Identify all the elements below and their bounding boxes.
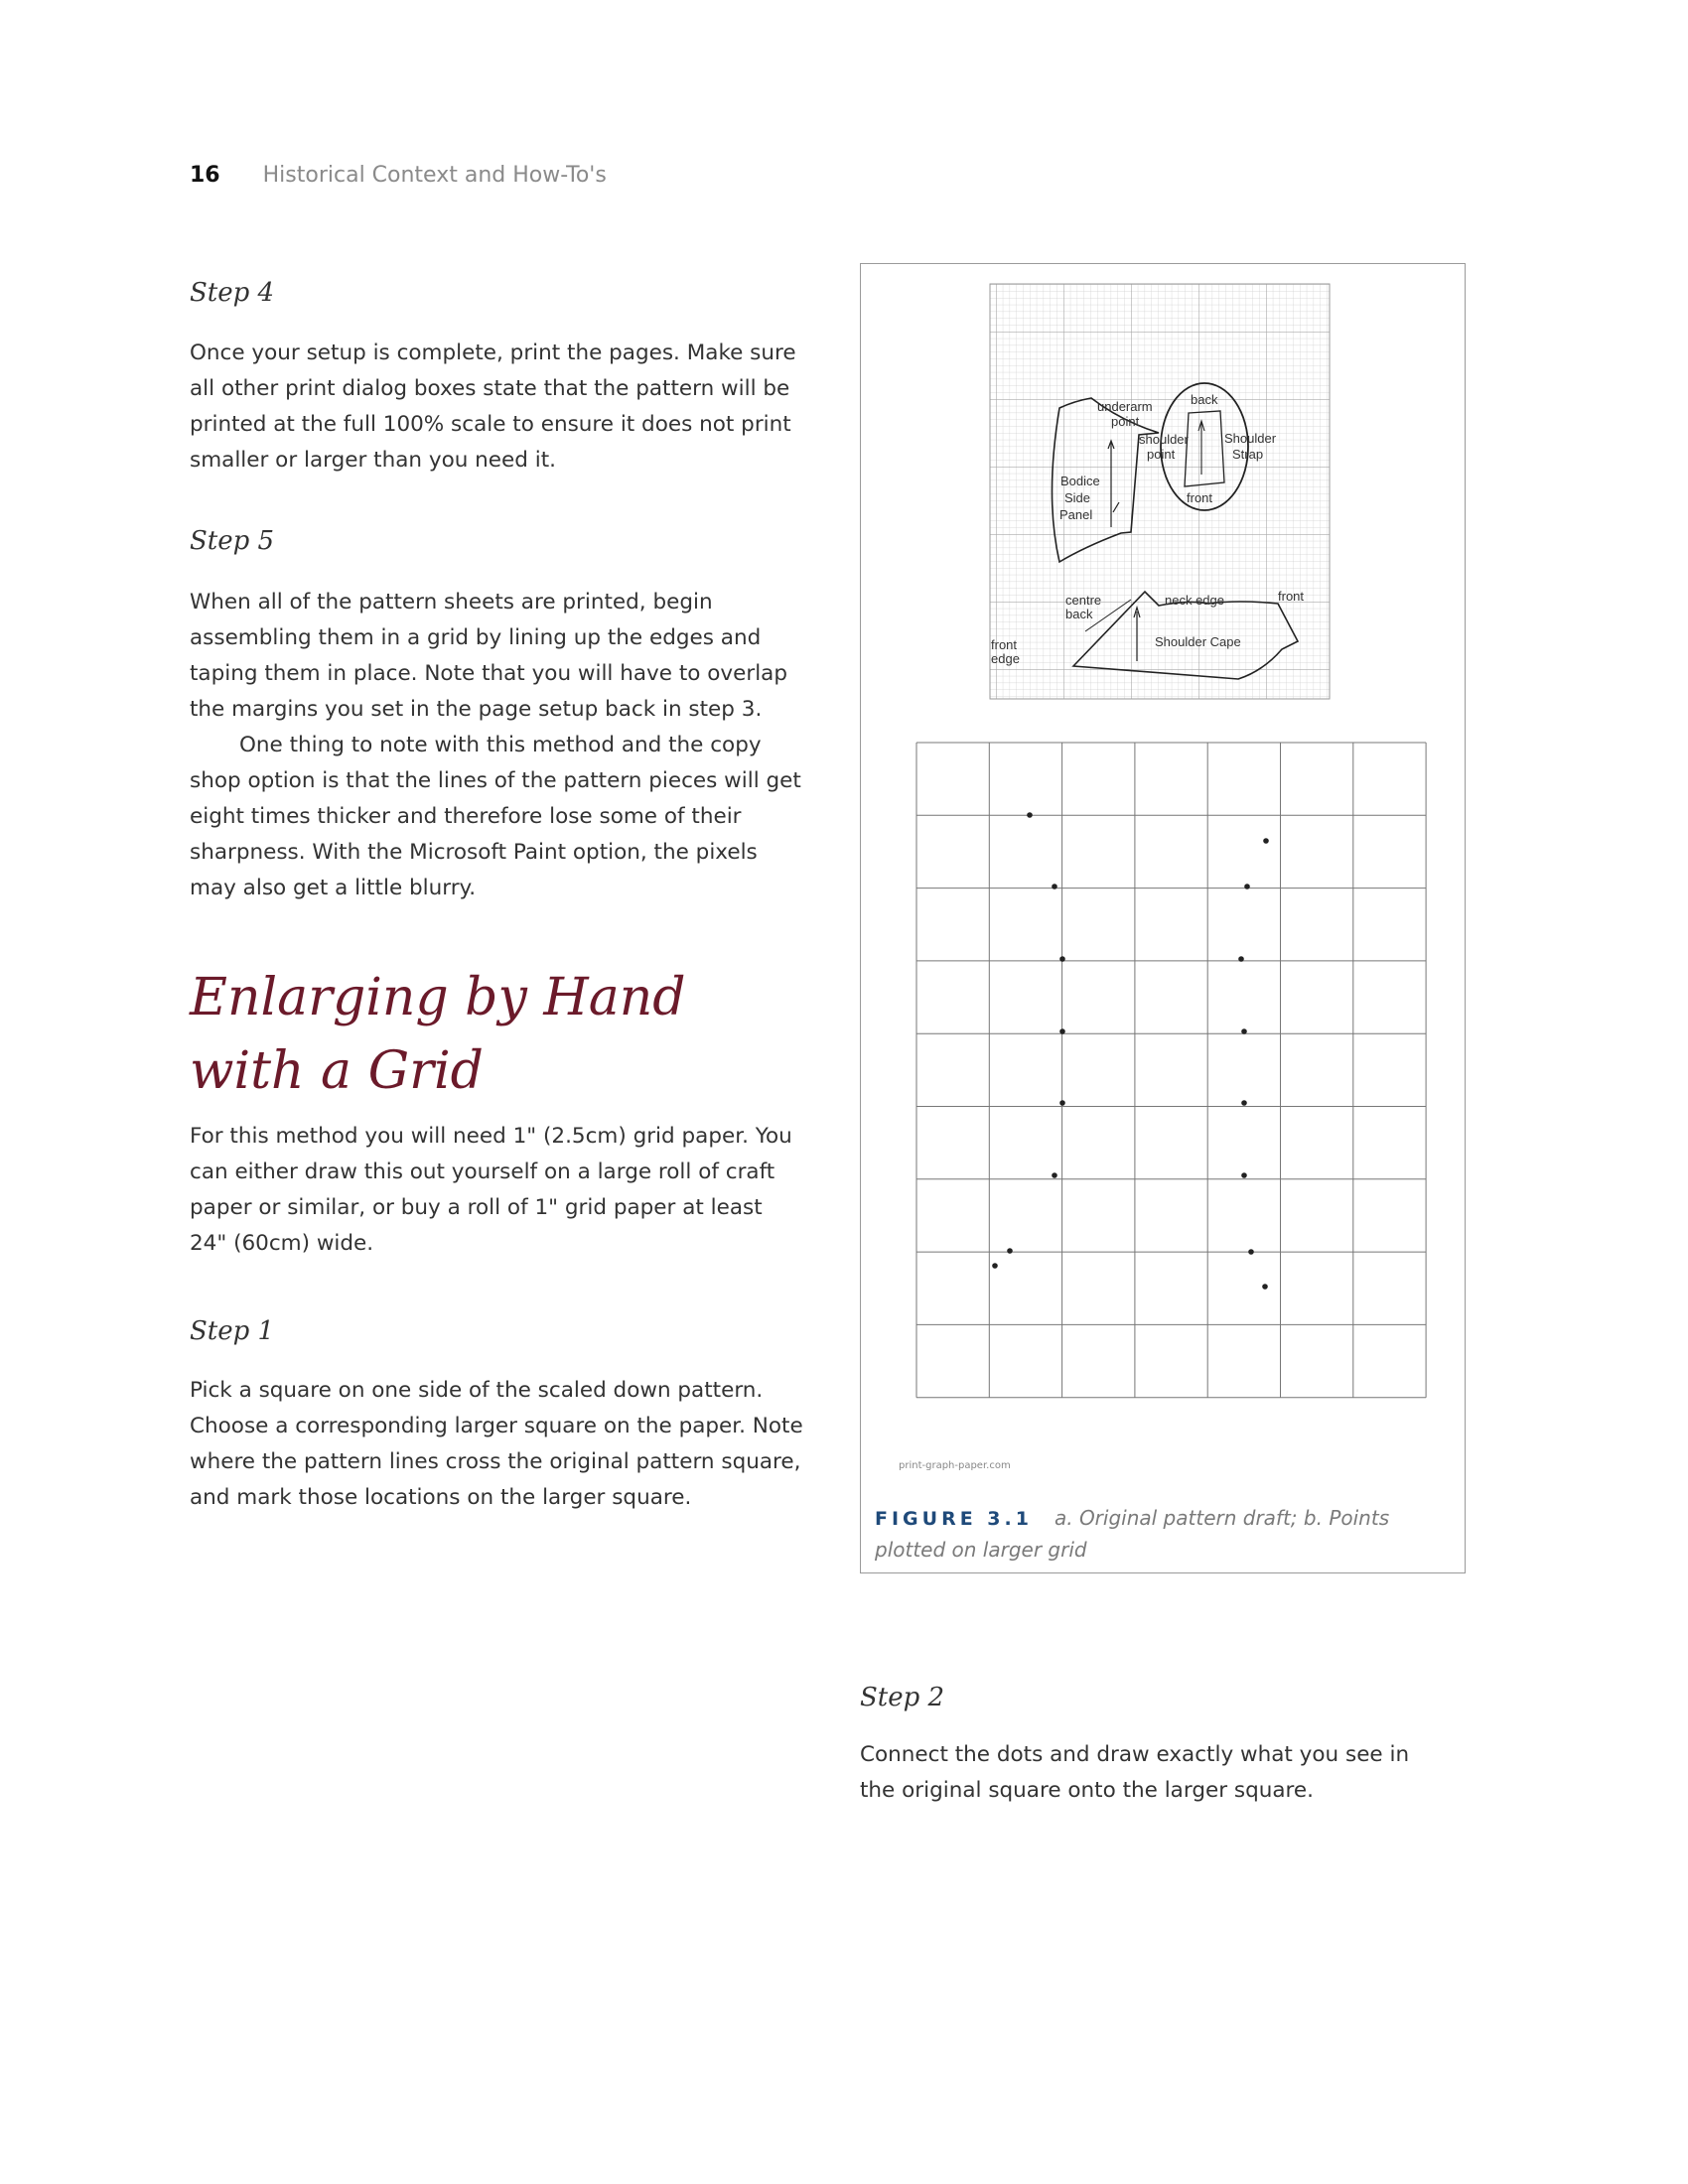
original-pattern-draft [990,284,1330,699]
running-title: Historical Context and How-To's [262,163,607,188]
watermark: print-graph-paper.com [899,1460,1011,1471]
step4-paragraph: Once your setup is complete, print the pages. Make sure all other print dialog boxes state that the pattern will be printed at the full 100% scale to ensure it does not print smaller or larger than you need it. [190,341,796,473]
step5-paragraph-1: When all of the pattern sheets are printed, begin assembling them in a grid by lining up the edges and taping them in place. Note that you will have to overlap the margins you set in the page setup back in step 3. [190,590,787,722]
step4-heading: Step 4 [190,278,275,308]
figure-caption-text: a. Original pattern draft; b. Points plotted on larger grid [875,1506,1390,1562]
section-title-line-2: with a Grid [190,1041,484,1101]
plotted-point [1262,1284,1268,1290]
step2-paragraph: Connect the dots and draw exactly what you see in the original square onto the larger square. [860,1742,1410,1803]
label-underarm-1: underarm [1097,399,1153,414]
label-centre-back-1: centre [1065,593,1102,608]
plotted-point [1052,1172,1057,1178]
label-front-strap: front [1187,490,1213,505]
plotted-point [1248,1249,1254,1255]
figure-illustration [861,264,1467,1495]
label-front-edge-2: edge [991,651,1020,666]
plotted-point [1263,838,1269,844]
step2-text [860,1737,1446,1809]
step1-paragraph: Pick a square on one side of the scaled down pattern. Choose a corresponding larger square on the paper. Note where the pattern lines cross the original pattern square, and mark those locations on the larger square. [190,1378,803,1510]
plotted-point [1052,884,1057,889]
figure-caption [875,1503,1431,1566]
plotted-point [1238,956,1244,962]
step4-text [190,336,805,478]
label-shoulder-point-1: shoulder [1139,432,1189,447]
step5-text [190,585,805,906]
step1-text [190,1373,805,1516]
plotted-point [1241,1172,1247,1178]
section-intro-paragraph: For this method you will need 1" (2.5cm) grid paper. You can either draw this out yourself on a large roll of craft paper or similar, or buy a roll of 1" grid paper at least 24" (60cm) wide. [190,1124,792,1256]
step1-heading: Step 1 [190,1316,275,1346]
figure-label: FIGURE 3.1 [875,1508,1033,1530]
label-back: back [1191,392,1218,407]
larger-grid [916,743,1426,1398]
label-shoulder-strap-1: Shoulder [1224,431,1277,446]
label-neck-edge: neck edge [1165,593,1224,608]
section-intro [190,1119,795,1262]
page-number: 16 [190,163,220,188]
plotted-point [1007,1248,1013,1254]
plotted-point [1027,812,1033,818]
section-title-line-1: Enlarging by Hand [190,968,686,1027]
step5-heading: Step 5 [190,526,275,556]
label-centre-back-2: back [1065,607,1093,621]
plotted-point [1244,884,1250,889]
plotted-point [992,1263,998,1269]
plotted-point [1059,1028,1065,1034]
plotted-point [1241,1100,1247,1106]
step5-paragraph-2: One thing to note with this method and the copy shop option is that the lines of the pattern pieces will get eight times thicker and therefore lose some of their sharpness. With the Microsoft Paint option, the pixels may also get a little blurry. [190,733,801,900]
section-title [190,961,685,1108]
label-bodice-1: Bodice [1060,474,1100,488]
label-bodice-3: Panel [1059,507,1093,522]
step2-heading: Step 2 [860,1683,945,1712]
running-head [190,163,607,188]
plotted-point [1059,956,1065,962]
label-front-cape: front [1278,589,1305,604]
label-bodice-2: Side [1064,490,1091,505]
label-front-edge-1: front [991,637,1018,652]
label-shoulder-point-2: point [1147,447,1176,462]
figure-3-1 [860,263,1466,1573]
plotted-points [992,812,1269,1290]
label-shoulder-cape: Shoulder Cape [1155,634,1241,649]
plotted-point [1241,1028,1247,1034]
label-shoulder-strap-2: Strap [1232,447,1264,462]
label-underarm-2: point [1111,414,1140,429]
plotted-point [1059,1100,1065,1106]
